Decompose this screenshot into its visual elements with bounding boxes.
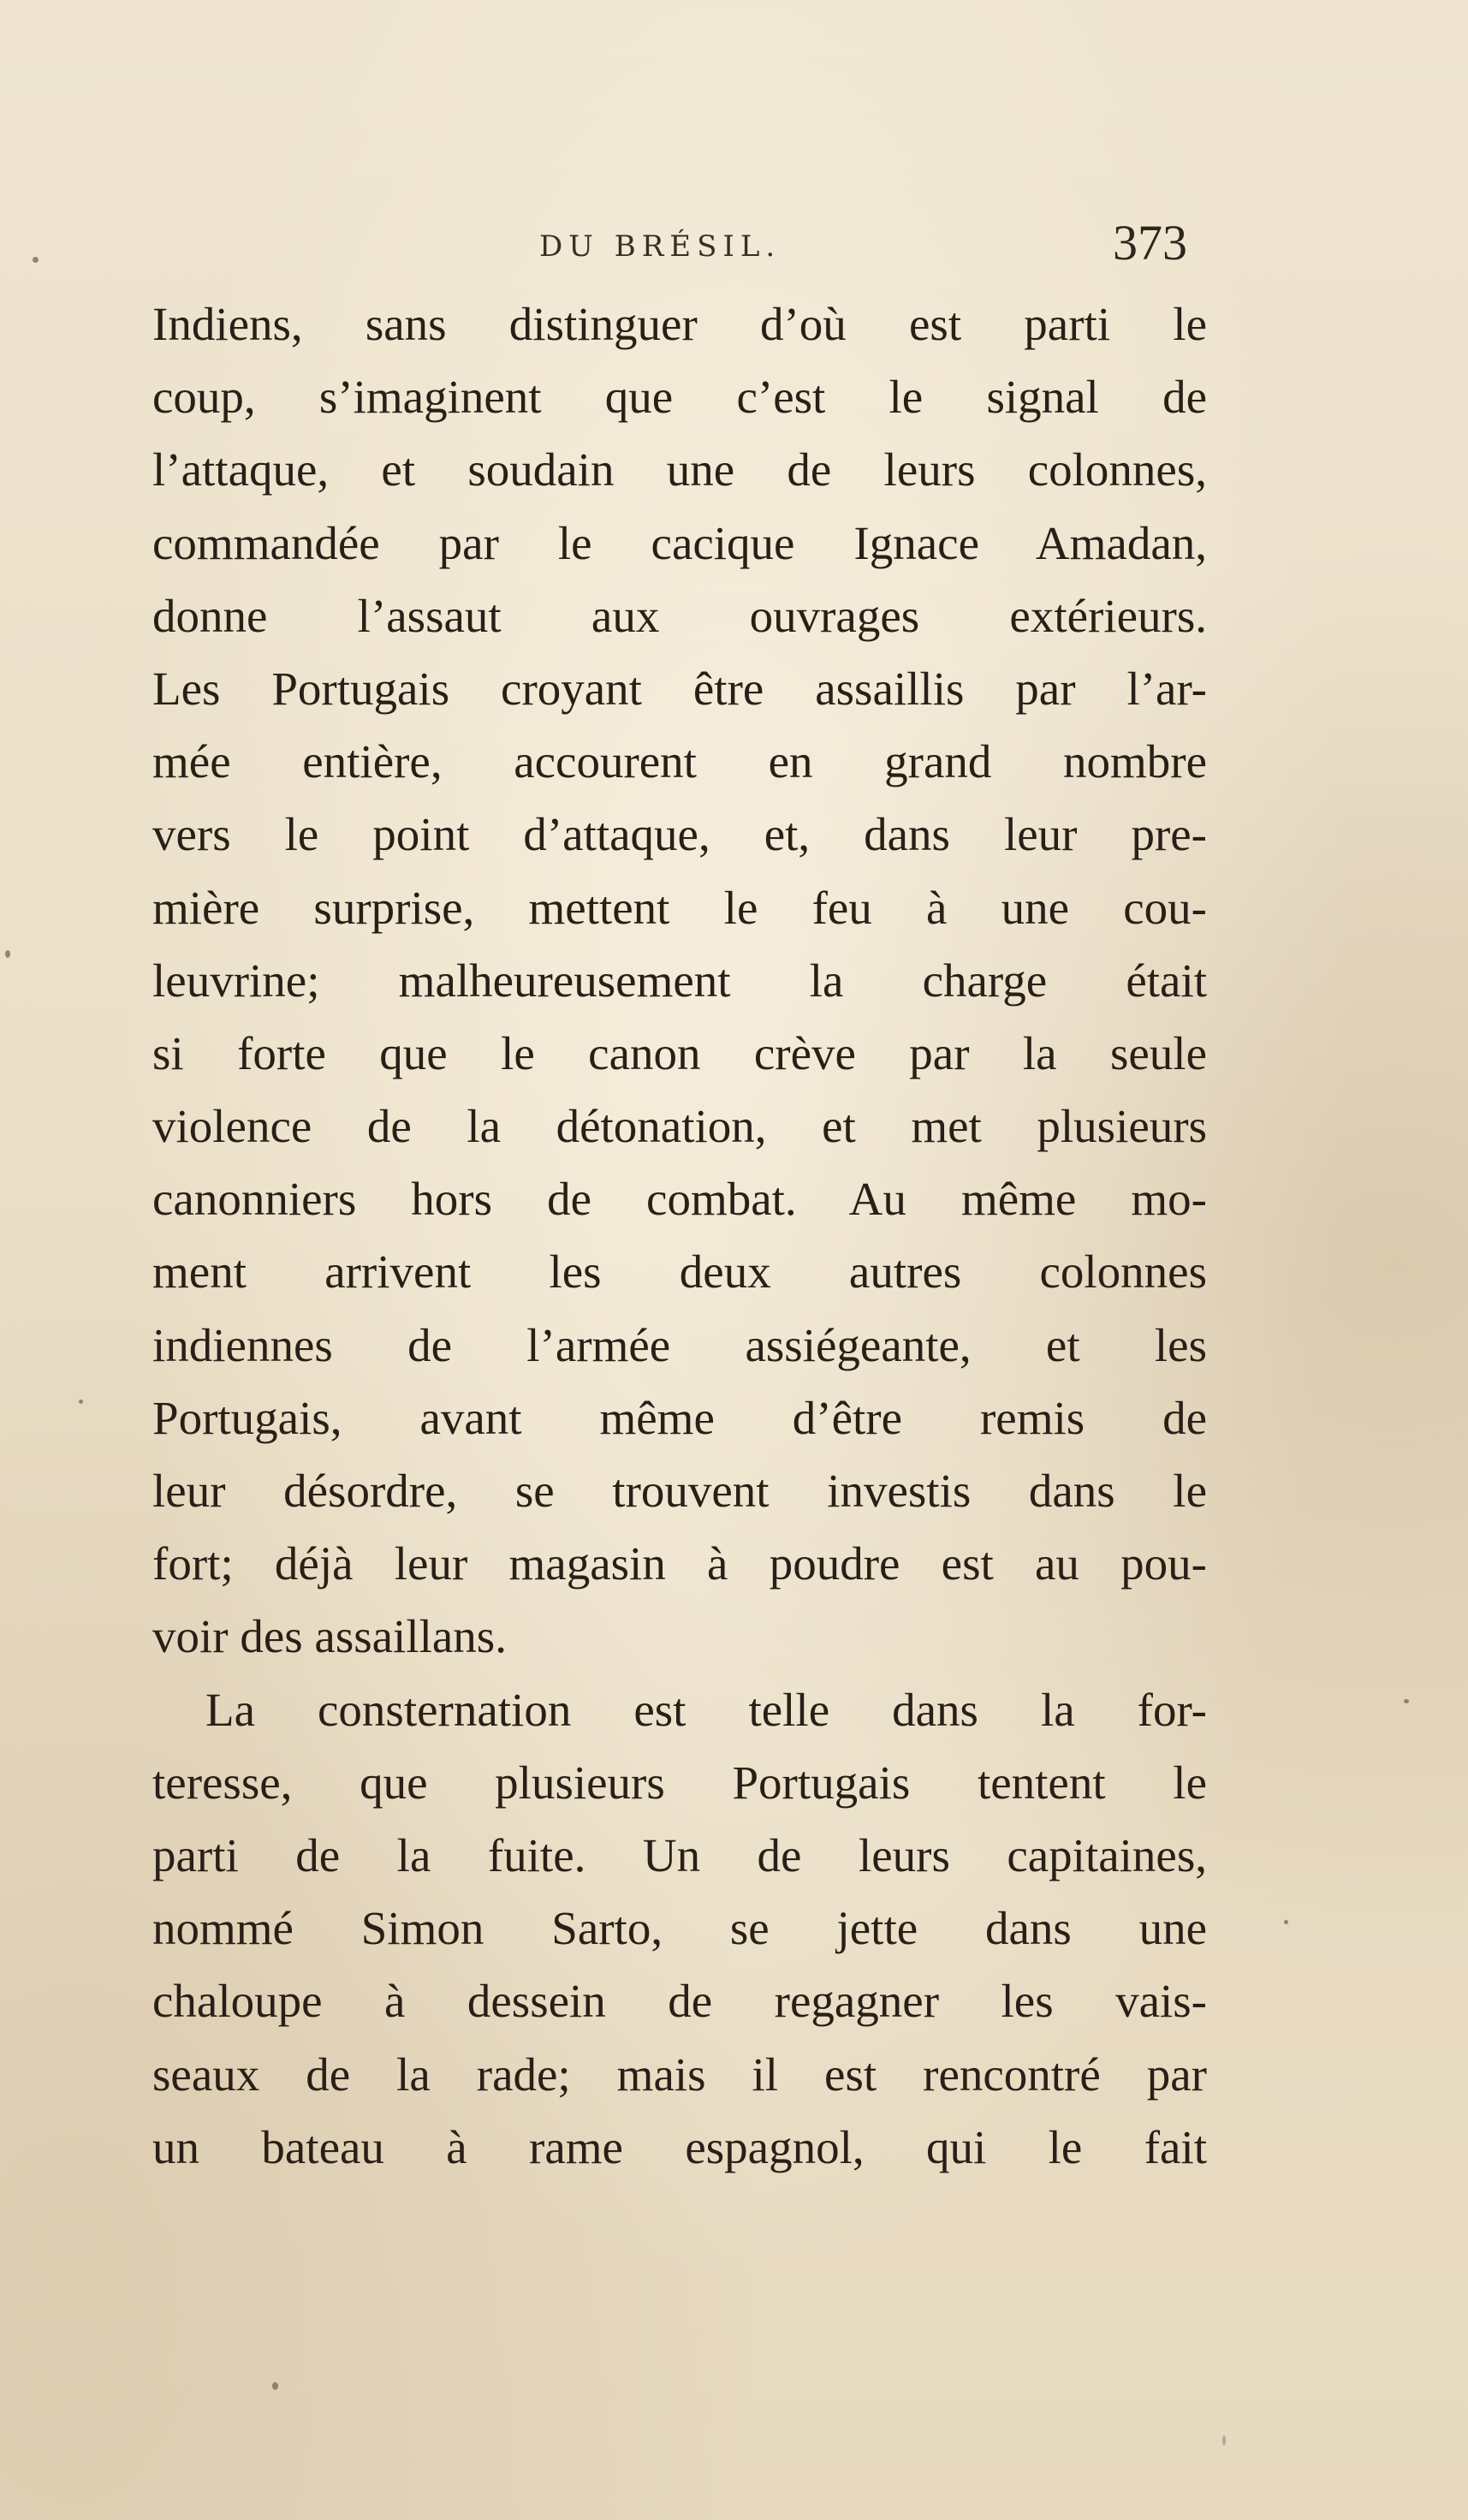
paragraph-start-line: La consternation est telle dans la for- — [205, 1683, 1207, 1736]
text-line: mée entière, accourent en grand nombre — [152, 735, 1207, 788]
text-line: nommé Simon Sarto, se jette dans une — [152, 1902, 1207, 1955]
text-line: teresse, que plusieurs Portugais tentent le — [152, 1756, 1207, 1809]
text-line: leuvrine; malheureusement la charge était — [152, 954, 1207, 1007]
paper-speck — [33, 257, 39, 263]
page-number: 373 — [1113, 215, 1187, 270]
text-line: fort; déjà leur magasin à poudre est au pou- — [152, 1537, 1207, 1590]
text-line: Les Portugais croyant être assaillis par l’ar- — [152, 662, 1207, 715]
text-line: canonniers hors de combat. Au même mo- — [152, 1173, 1207, 1226]
paper-speck — [1404, 1699, 1409, 1703]
text-line: Portugais, avant même d’être remis de — [152, 1391, 1207, 1444]
text-line: si forte que le canon crève par la seule — [152, 1026, 1207, 1079]
paper-speck — [1222, 2435, 1226, 2446]
text-line: chaloupe à dessein de regagner les vais- — [152, 1975, 1207, 2028]
paper-speck — [1284, 1920, 1288, 1924]
paper-speck — [272, 2382, 278, 2390]
text-line: voir des assaillans. — [152, 1610, 507, 1663]
text-line: commandée par le cacique Ignace Amadan, — [152, 516, 1207, 569]
text-line: un bateau à rame espagnol, qui le fait — [152, 2120, 1207, 2173]
text-line: Indiens, sans distinguer d’où est parti le — [152, 298, 1207, 350]
paper-speck — [5, 950, 10, 958]
text-line: indiennes de l’armée assiégeante, et les — [152, 1318, 1207, 1371]
text-line: parti de la fuite. Un de leurs capitaines, — [152, 1828, 1207, 1881]
text-line: donne l’assaut aux ouvrages extérieurs. — [152, 589, 1207, 642]
running-head: DU BRÉSIL. — [539, 229, 782, 264]
text-line: ment arrivent les deux autres colonnes — [152, 1245, 1207, 1299]
body-text — [152, 288, 1207, 2184]
text-line: l’attaque, et soudain une de leurs colonnes, — [152, 443, 1207, 496]
text-line: violence de la détonation, et met plusieurs — [152, 1100, 1207, 1153]
text-line: coup, s’imaginent que c’est le signal de — [152, 371, 1207, 424]
paper-speck — [79, 1400, 83, 1404]
text-line: mière surprise, mettent le feu à une cou- — [152, 881, 1207, 934]
text-line: leur désordre, se trouvent investis dans le — [152, 1465, 1207, 1517]
text-line: vers le point d’attaque, et, dans leur pre- — [152, 808, 1207, 861]
text-line: seaux de la rade; mais il est rencontré par — [152, 2048, 1207, 2101]
